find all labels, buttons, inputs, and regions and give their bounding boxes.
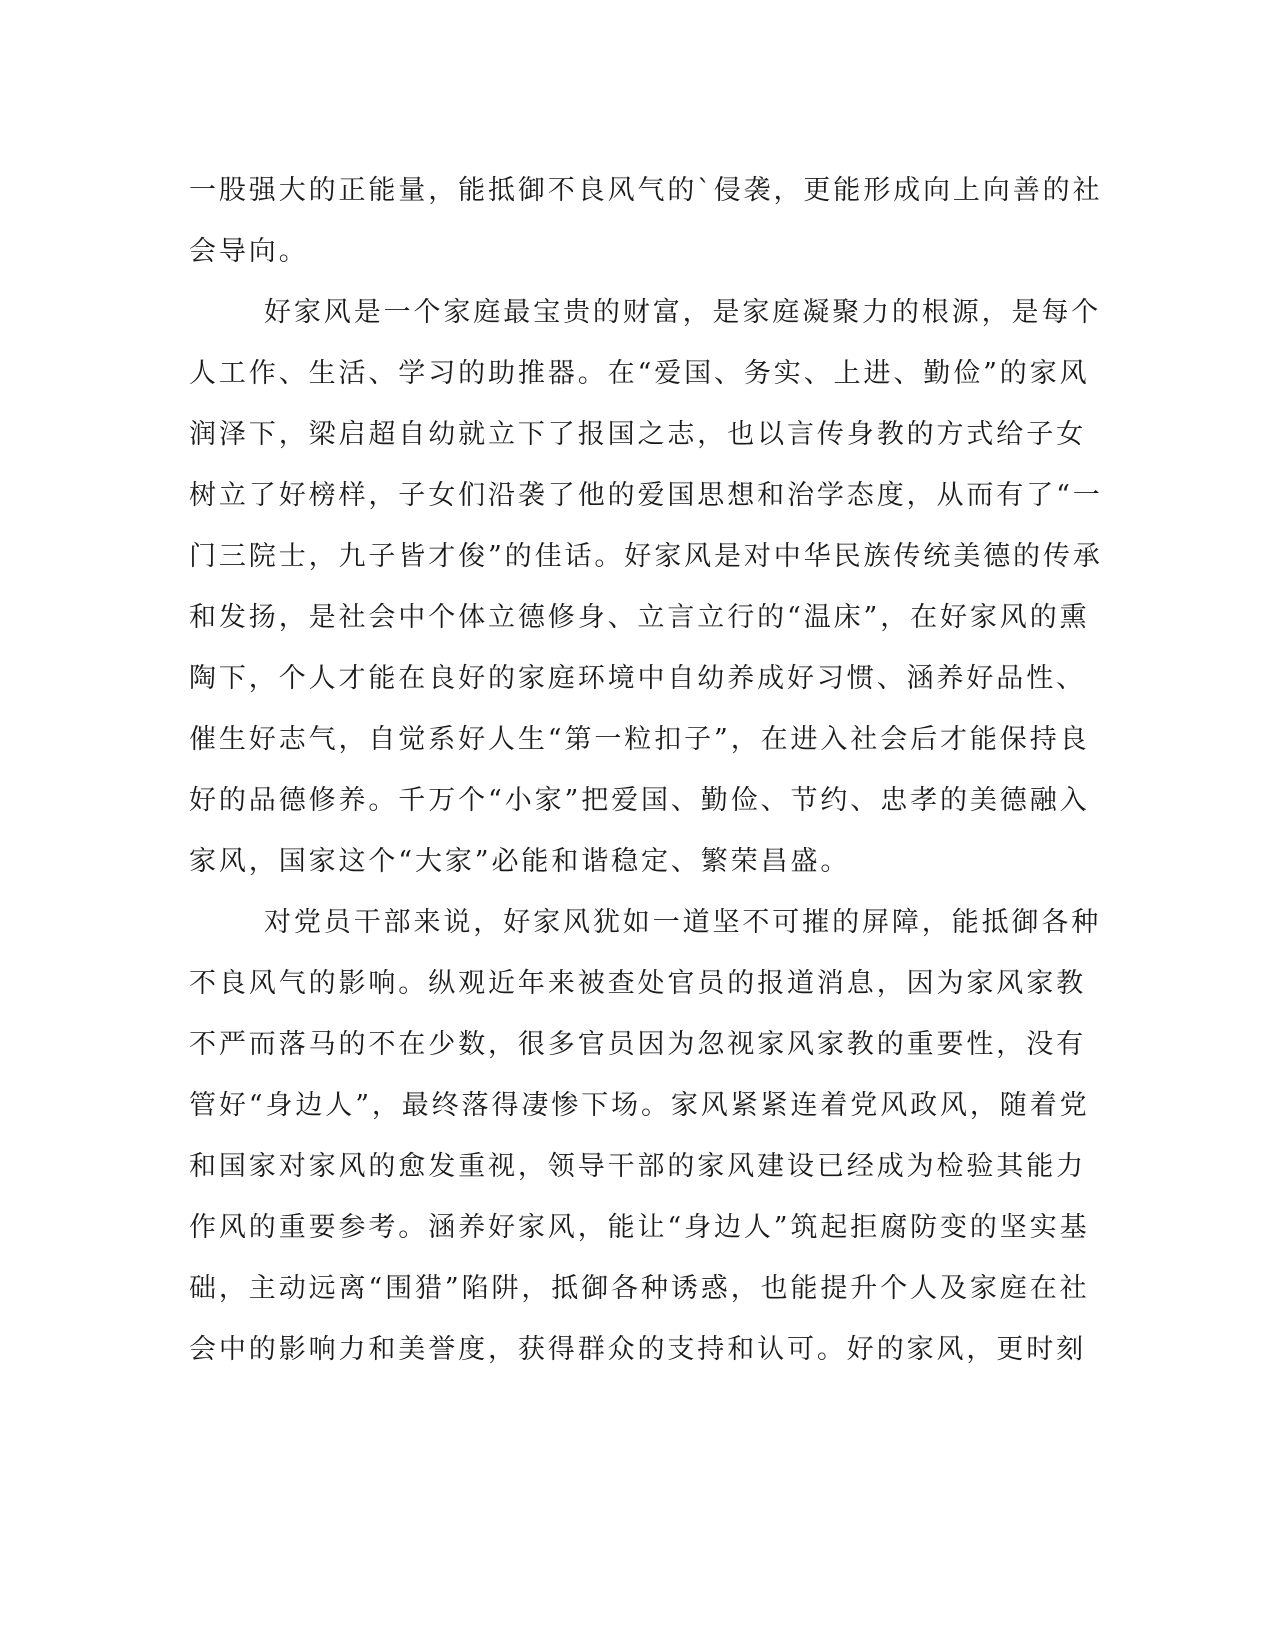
paragraph-3	[189, 892, 1102, 1380]
text-line: 会导向。	[189, 236, 309, 267]
text-line: 和国家对家风的愈发重视，领导干部的家风建设已经成为检验其能力	[189, 1151, 1086, 1182]
text-line: 家风，国家这个“大家”必能和谐稳定、繁荣昌盛。	[189, 846, 851, 877]
text-line: 门三院士，九子皆才俊”的佳话。好家风是对中华民族传统美德的传承	[189, 541, 1103, 572]
document-body	[189, 160, 1103, 1380]
text-line: 不严而落马的不在少数，很多官员因为忽视家风家教的重要性，没有	[189, 1029, 1086, 1060]
paragraph-2	[189, 282, 1103, 892]
text-line: 管好“身边人”，最终落得凄惨下场。家风紧紧连着党风政风，随着党	[189, 1090, 1090, 1121]
text-line: 一股强大的正能量，能抵御不良风气的`侵袭，更能形成向上向善的社	[189, 175, 1103, 206]
text-line: 础，主动远离“围猎”陷阱，抵御各种诱惑，也能提升个人及家庭在社	[189, 1273, 1090, 1304]
text-line: 作风的重要参考。涵养好家风，能让“身边人”筑起拒腐防变的坚实基	[189, 1212, 1090, 1243]
text-line: 人工作、生活、学习的助推器。在“爱国、务实、上进、勤俭”的家风	[189, 358, 1090, 389]
text-line: 陶下，个人才能在良好的家庭环境中自幼养成好习惯、涵养好品性、	[189, 663, 1086, 694]
text-line: 好的品德修养。千万个“小家”把爱国、勤俭、节约、忠孝的美德融入	[189, 785, 1090, 816]
text-line-indented: 好家风是一个家庭最宝贵的财富，是家庭凝聚力的根源，是每个	[264, 297, 1102, 328]
text-line: 会中的影响力和美誉度，获得群众的支持和认可。好的家风，更时刻	[189, 1334, 1086, 1365]
text-line: 不良风气的影响。纵观近年来被查处官员的报道消息，因为家风家教	[189, 968, 1086, 999]
text-line: 树立了好榜样，子女们沿袭了他的爱国思想和治学态度，从而有了“一	[189, 480, 1103, 511]
text-line-indented: 对党员干部来说，好家风犹如一道坚不可摧的屏障，能抵御各种	[264, 907, 1102, 938]
paragraph-1	[189, 160, 1103, 282]
text-line: 催生好志气，自觉系好人生“第一粒扣子”，在进入社会后才能保持良	[189, 724, 1090, 755]
text-line: 润泽下，梁启超自幼就立下了报国之志，也以言传身教的方式给子女	[189, 419, 1086, 450]
text-line: 和发扬，是社会中个体立德修身、立言立行的“温床”，在好家风的熏	[189, 602, 1090, 633]
